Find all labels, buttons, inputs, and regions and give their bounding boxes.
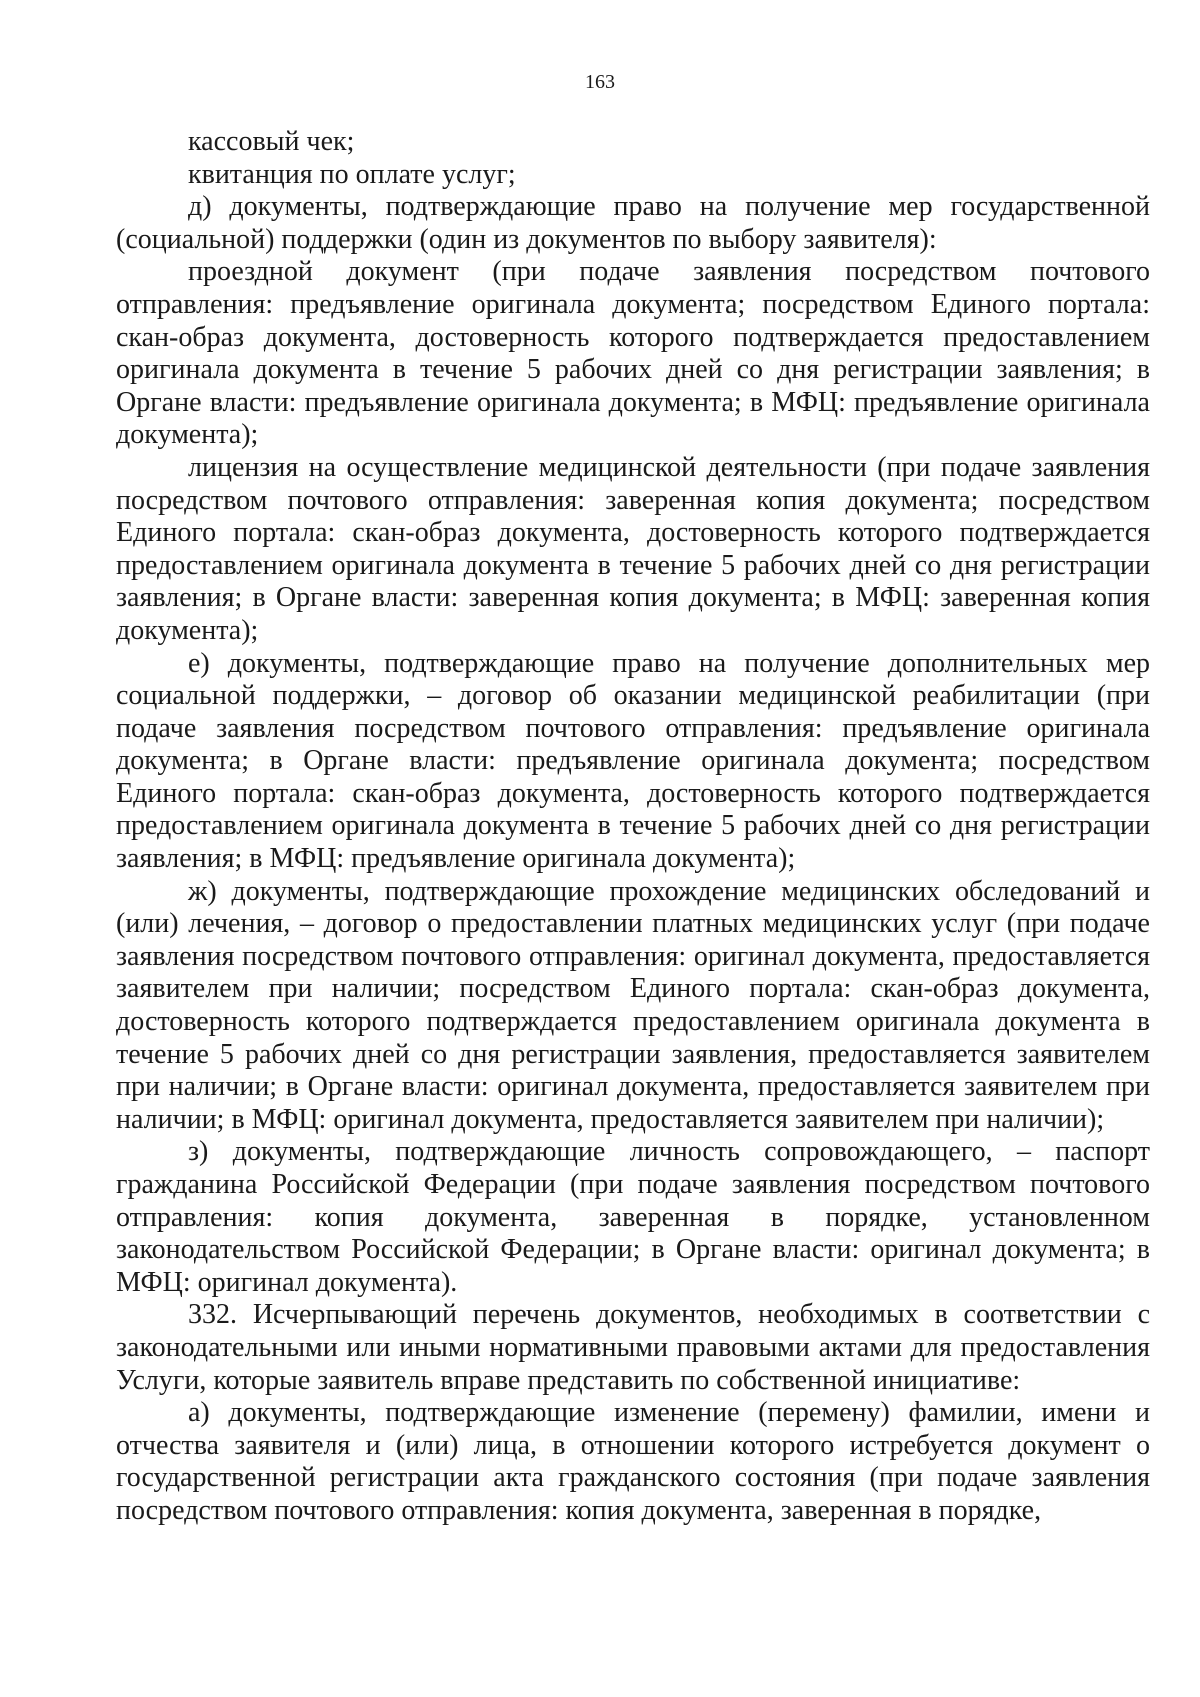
page-number: 163: [585, 71, 615, 93]
paragraph-service-receipt: квитанция по оплате услуг;: [188, 158, 516, 190]
paragraph-clause-332: 332. Исчерпывающий перечень документов, необходимых в соответствии с законодательными или иными нормативными правовыми актами для предоставления Услуги, которые заявитель вправе представить по собственной инициативе:: [116, 1299, 1150, 1396]
paragraph-cash-receipt: кассовый чек;: [188, 126, 355, 157]
paragraph-item-zh: ж) документы, подтверждающие прохождение медицинских обследований и (или) лечения, – договор о предоставлении платных медицинских услуг (при подаче заявления посредством почтового отправления: оригинал документа, предоставляется заявителем при наличии; посредством Единого портала: скан-образ документа, достоверность которого подтверждается предоставлением оригинала документа в течение 5 рабочих дней со дня регистрации заявления, предоставляется заявителем при наличии; в Органе власти: оригинал документа, предоставляется заявителем при наличии; в МФЦ: оригинал документа, предоставляется заявителем при наличии);: [116, 875, 1150, 1135]
paragraph-item-z: з) документы, подтверждающие личность сопровождающего, – паспорт гражданина Российской Федерации (при подаче заявления посредством почтового отправления: копия документа, заверенная в порядке, установленном законодательством Российской Федерации; в Органе власти: оригинал документа; в МФЦ: оригинал документа).: [116, 1136, 1150, 1298]
document-body: [116, 126, 1150, 1528]
paragraph-travel-document: проездной документ (при подаче заявления посредством почтового отправления: предъявление оригинала документа; посредством Единого портала: скан-образ документа, достоверность которого подтверждается предоставлением оригинала документа в течение 5 рабочих дней со дня регистрации заявления; в Органе власти: предъявление оригинала документа; в МФЦ: предъявление оригинала документа);: [116, 256, 1150, 451]
paragraph-item-e: е) документы, подтверждающие право на получение дополнительных мер социальной поддержки, – договор об оказании медицинской реабилитации (при подаче заявления посредством почтового отправления: предъявление оригинала документа; в Органе власти: предъявление оригинала документа; посредством Единого портала: скан-образ документа, достоверность которого подтверждается предоставлением оригинала документа в течение 5 рабочих дней со дня регистрации заявления; в МФЦ: предъявление оригинала документа);: [116, 647, 1150, 875]
paragraph-item-d: д) документы, подтверждающие право на получение мер государственной (социальной) поддержки (один из документов по выбору заявителя):: [116, 191, 1150, 255]
paragraph-item-a: а) документы, подтверждающие изменение (перемену) фамилии, имени и отчества заявителя и (или) лица, в отношении которого истребуется документ о государственной регистрации акта гражданского состояния (при подаче заявления посредством почтового отправления: копия документа, заверенная в порядке,: [116, 1397, 1150, 1526]
paragraph-medical-license: лицензия на осуществление медицинской деятельности (при подаче заявления посредством почтового отправления: заверенная копия документа; посредством Единого портала: скан-образ документа, достоверность которого подтверждается предоставлением оригинала документа в течение 5 рабочих дней со дня регистрации заявления; в Органе власти: заверенная копия документа; в МФЦ: заверенная копия документа);: [116, 451, 1150, 646]
